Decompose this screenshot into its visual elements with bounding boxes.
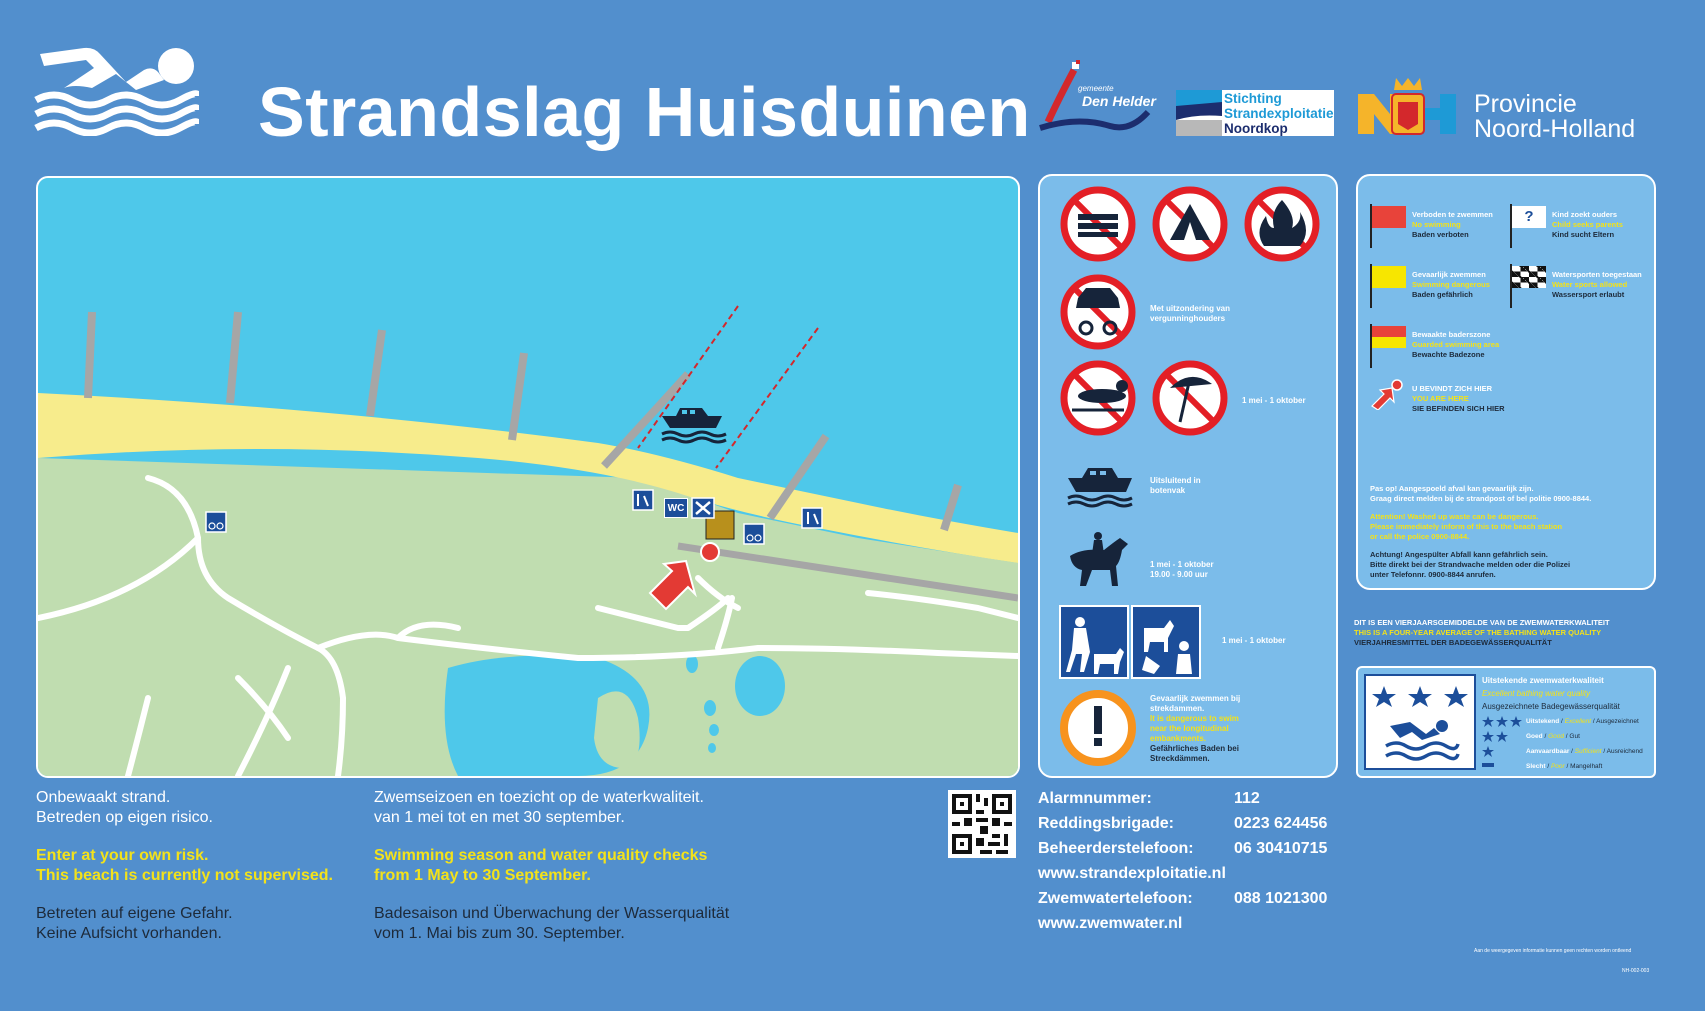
- flag-child-en: Child seeks parents: [1552, 220, 1623, 229]
- stichting-logo-line3: Noordkop: [1224, 121, 1288, 136]
- vehicles-note-line2: vergunninghouders: [1150, 314, 1226, 323]
- contacts-block: [1038, 786, 1327, 936]
- waste-nl-line1: Pas op! Aangespoeld afval kan gevaarlijk zijn.: [1370, 484, 1534, 493]
- info-de-line2: Keine Aufsicht vorhanden.: [36, 924, 222, 942]
- manager-value[interactable]: 06 30410715: [1234, 840, 1328, 857]
- alarm-value[interactable]: 112: [1234, 790, 1260, 807]
- den-helder-logo-small: gemeente: [1078, 84, 1114, 93]
- den-helder-logo-name: Den Helder: [1082, 93, 1156, 109]
- dogs-note: 1 mei - 1 oktober: [1222, 636, 1286, 645]
- danger-en-line1: It is dangerous to swim: [1150, 714, 1239, 723]
- stichting-logo-line1: Stichting: [1224, 91, 1282, 106]
- danger-en-line2: near the longitudinal: [1150, 724, 1229, 733]
- swimmer-logo-icon: [34, 44, 199, 136]
- rescue-value[interactable]: 0223 624456: [1234, 815, 1328, 832]
- flag-guarded-nl: Bewaakte baderszone: [1412, 330, 1491, 339]
- quality-badge: [1364, 674, 1476, 770]
- waste-nl-line2: Graag direct melden bij de strandpost of bel politie 0900-8844.: [1370, 494, 1592, 503]
- flag-sports-de: Wassersport erlaubt: [1552, 290, 1625, 299]
- provincie-logo: [1356, 76, 1466, 138]
- season-de-line2: vom 1. Mai bis zum 30. September.: [374, 924, 625, 942]
- danger-en-line3: embankments.: [1150, 734, 1207, 743]
- waste-de-line3: unter Telefonnr. 0900-8844 anrufen.: [1370, 570, 1496, 579]
- den-helder-logo: [1038, 60, 1173, 136]
- quality-rating-de: Ausgezeichnete Badegewässerqualität: [1482, 702, 1620, 711]
- waste-en-line3: or call the police 0900-8844.: [1370, 532, 1470, 541]
- rules-panel: [1038, 174, 1338, 778]
- flag-red-en: No swimming: [1412, 220, 1461, 229]
- quality-legend-icons: [1482, 714, 1524, 772]
- waste-de-line1: Achtung! Angespülter Abfall kann gefährlich sein.: [1370, 550, 1548, 559]
- season-note-1: 1 mei - 1 oktober: [1242, 396, 1306, 405]
- boat-note-line2: botenvak: [1150, 486, 1186, 495]
- website-link-1[interactable]: www.strandexploitatie.nl: [1038, 865, 1226, 882]
- flag-yellow-de: Baden gefährlich: [1412, 290, 1473, 299]
- quality-avg-en: THIS IS A FOUR-YEAR AVERAGE OF THE BATHING WATER QUALITY: [1354, 628, 1602, 637]
- season-en-line1: Swimming season and water quality checks: [374, 847, 708, 864]
- provincie-logo-line2: Noord-Holland: [1474, 115, 1636, 143]
- danger-nl-line1: Gevaarlijk zwemmen bij: [1150, 694, 1241, 703]
- quality-rating-nl: Uitstekende zwemwaterkwaliteit: [1482, 676, 1604, 685]
- vehicles-note-line1: Met uitzondering van: [1150, 304, 1230, 313]
- you-are-here-icon: [1370, 378, 1406, 410]
- flag-guarded-de: Bewachte Badezone: [1412, 350, 1485, 359]
- flag-red-nl: Verboden te zwemmen: [1412, 210, 1493, 219]
- season-block: [374, 788, 729, 943]
- info-nl-line2: Betreden op eigen risico.: [36, 808, 213, 826]
- info-en-line2: This beach is currently not supervised.: [36, 866, 333, 884]
- flag-sports-en: Water sports allowed: [1552, 280, 1628, 289]
- manager-label: Beheerderstelefoon:: [1038, 840, 1194, 857]
- info-de-line1: Betreten auf eigene Gefahr.: [36, 905, 233, 922]
- flag-red-de: Baden verboten: [1412, 230, 1469, 239]
- season-de-line1: Badesaison und Überwachung der Wasserqualität: [374, 905, 730, 922]
- page-title: Strandslag Huisduinen: [258, 73, 1031, 151]
- flag-child-nl: Kind zoekt ouders: [1552, 210, 1618, 219]
- stichting-logo: [1176, 90, 1334, 136]
- waste-en-line2: Please immediately inform of this to the beach station: [1370, 522, 1563, 531]
- flag-yellow-en: Swimming dangerous: [1412, 280, 1490, 289]
- quality-rating-en: Excellent bathing water quality: [1482, 689, 1591, 698]
- here-nl: U BEVINDT ZICH HIER: [1412, 384, 1493, 393]
- danger-nl-line2: strekdammen.: [1150, 704, 1205, 713]
- boat-note-line1: Uitsluitend in: [1150, 476, 1201, 485]
- season-nl-line2: van 1 mei tot en met 30 september.: [374, 808, 625, 826]
- website-link-2[interactable]: www.zwemwater.nl: [1038, 915, 1183, 932]
- here-en: YOU ARE HERE: [1412, 394, 1469, 403]
- danger-de-line1: Gefährliches Baden bei: [1150, 744, 1239, 753]
- info-block: [36, 788, 333, 943]
- waste-de-line2: Bitte direkt bei der Strandwache melden oder die Polizei: [1370, 560, 1571, 569]
- provincie-logo-line1: Provincie: [1474, 90, 1577, 118]
- waste-en-line1: Attention! Washed up waste can be dangerous.: [1370, 512, 1539, 521]
- wc-map-label: WC: [664, 498, 688, 518]
- rescue-label: Reddingsbrigade:: [1038, 815, 1175, 832]
- alarm-label: Alarmnummer:: [1038, 790, 1152, 807]
- season-en-line2: from 1 May to 30 September.: [374, 866, 591, 884]
- flag-child-de: Kind sucht Eltern: [1552, 230, 1615, 239]
- footer-disclaimer: Aan de weergegeven informatie kunnen geen rechten worden ontleend: [1474, 948, 1632, 954]
- legend-poor: Slecht / Poor / Mangelhaft: [1526, 763, 1603, 770]
- footer-code: NH-002-003: [1622, 968, 1650, 974]
- info-en-line1: Enter at your own risk.: [36, 847, 209, 864]
- flag-guarded-en: Guarded swimming area: [1412, 340, 1500, 349]
- season-nl-line1: Zwemseizoen en toezicht op de waterkwaliteit.: [374, 789, 704, 806]
- danger-de-line2: Streckdämmen.: [1150, 754, 1210, 763]
- flag-yellow-nl: Gevaarlijk zwemmen: [1412, 270, 1486, 279]
- qr-code[interactable]: [948, 790, 1016, 858]
- quality-avg-de: VIERJAHRESMITTEL DER BADEGEWÄSSERQUALITÄT: [1354, 638, 1552, 647]
- legend-excellent: Uitstekend / Excellent / Ausgezeichnet: [1526, 718, 1639, 725]
- legend-good: Goed / Good / Gut: [1526, 733, 1580, 740]
- legend-sufficient: Aanvaardbaar / Sufficient / Ausreichend: [1526, 748, 1643, 755]
- flags-panel: [1356, 174, 1656, 590]
- question-mark: ?: [1512, 206, 1546, 228]
- beach-map: [36, 176, 1020, 778]
- quality-avg-nl: DIT IS EEN VIERJAARSGEMIDDELDE VAN DE ZWEMWATERKWALITEIT: [1354, 618, 1610, 627]
- stichting-logo-line2: Strandexploitatie: [1224, 106, 1334, 121]
- quality-panel: [1356, 666, 1656, 778]
- water-label: Zwemwatertelefoon:: [1038, 890, 1193, 907]
- horse-note-line2: 19.00 - 9.00 uur: [1150, 570, 1208, 579]
- info-nl-line1: Onbewaakt strand.: [36, 789, 171, 806]
- here-de: SIE BEFINDEN SICH HIER: [1412, 404, 1505, 413]
- flag-sports-nl: Watersporten toegestaan: [1552, 270, 1642, 279]
- water-value[interactable]: 088 1021300: [1234, 890, 1328, 907]
- horse-note-line1: 1 mei - 1 oktober: [1150, 560, 1214, 569]
